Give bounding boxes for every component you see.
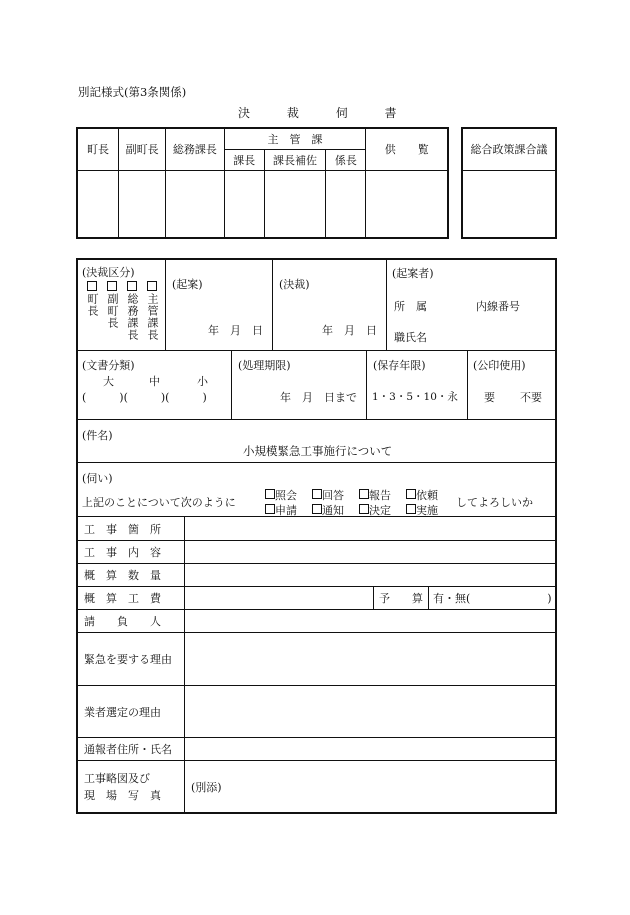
name-label: 職氏名 [394, 331, 427, 344]
row-label-sketch-photos-line2: 現 場 写 真 [84, 789, 161, 802]
title-char: 伺 [335, 106, 348, 120]
approval-stamp-table [76, 127, 449, 239]
option-label: 申請 [275, 504, 297, 517]
category-checkbox[interactable] [107, 281, 117, 291]
field-selection-reason[interactable] [185, 686, 556, 737]
extension-label: 内線番号 [476, 300, 520, 313]
col-general-affairs-chief: 総務課長 [172, 143, 217, 157]
decision-category-options [84, 281, 160, 341]
row-label-urgency-reason: 緊急を要する理由 [84, 653, 172, 666]
decided-label: (決裁) [279, 278, 310, 291]
category-checkbox[interactable] [87, 281, 97, 291]
col-subsection-chief: 係長 [334, 153, 357, 167]
title-char: 裁 [286, 106, 299, 120]
drafted-label: (起案) [172, 278, 203, 291]
option-label: 通知 [322, 504, 344, 517]
category-option-label: 主管課長 [146, 293, 159, 341]
size-small: 小 [197, 375, 208, 388]
field-construction-site[interactable] [185, 517, 556, 540]
council-table [461, 127, 557, 239]
divider [76, 760, 557, 761]
col-assistant-chief: 課長補佐 [273, 153, 318, 167]
stamp-box[interactable] [224, 170, 264, 238]
option-label: 実施 [416, 504, 438, 517]
stamp-box[interactable] [462, 170, 556, 238]
form-reference: 別記様式(第3条関係) [78, 85, 187, 99]
row-label-contractor: 請 負 人 [84, 615, 161, 628]
retention-value[interactable]: 1・3・5・10・永 [372, 391, 458, 403]
title-char: 決 [238, 106, 251, 120]
field-estimated-cost[interactable] [185, 587, 373, 609]
category-checkbox[interactable] [127, 281, 137, 291]
public-seal-noneed[interactable]: 不要 [520, 391, 542, 404]
field-construction-content[interactable] [185, 541, 556, 563]
option-checkbox[interactable] [359, 504, 369, 514]
row-label-construction-site: 工 事 箇 所 [84, 522, 161, 536]
budget-label: 予 算 [379, 592, 423, 605]
subject-value: 小規模緊急工事施行について [243, 444, 393, 458]
decision-category-label: (決裁区分) [82, 266, 135, 279]
field-urgency-reason[interactable] [185, 633, 556, 685]
stamp-box[interactable] [166, 170, 225, 238]
council-label: 総合政策課合議 [470, 143, 548, 157]
doc-class-brackets[interactable]: ( )( )( ) [82, 391, 207, 404]
option-label: 依頼 [416, 489, 438, 502]
divider [76, 350, 557, 351]
stamp-box[interactable] [326, 170, 366, 238]
stamp-box[interactable] [77, 170, 119, 238]
stamp-box[interactable] [366, 170, 448, 238]
deadline-value[interactable]: 年 月 日まで [280, 391, 357, 404]
inquiry-prefix: 上記のことについて次のように [82, 496, 236, 509]
stamp-box[interactable] [119, 170, 166, 238]
option-label: 回答 [322, 489, 344, 502]
category-option-label: 副町長 [106, 293, 119, 329]
public-seal-label: (公印使用) [473, 359, 526, 372]
row-label-estimated-cost: 概 算 工 費 [84, 592, 161, 605]
row-label-contractor-selection-reason: 業者選定の理由 [84, 705, 161, 719]
option-label: 報告 [369, 489, 391, 502]
deadline-label: (処理期限) [238, 359, 291, 372]
retention-label: (保存年限) [373, 359, 426, 372]
form-title [238, 104, 397, 121]
size-medium: 中 [149, 375, 160, 388]
public-seal-need[interactable]: 要 [484, 391, 495, 404]
inquiry-suffix: してよろしいか [456, 496, 533, 509]
drafted-date[interactable]: 年 月 日 [208, 324, 263, 337]
divider [386, 259, 387, 350]
option-checkbox[interactable] [265, 489, 275, 499]
col-deputy-mayor: 副町長 [125, 143, 159, 157]
category-option-label: 総務課長 [126, 293, 139, 341]
option-checkbox[interactable] [406, 489, 416, 499]
option-checkbox[interactable] [406, 504, 416, 514]
inquiry-options-row1 [265, 487, 453, 503]
title-char: 書 [384, 106, 397, 120]
inquiry-options-row2 [265, 502, 453, 518]
col-viewing: 供 覧 [384, 143, 429, 157]
size-large: 大 [103, 375, 114, 388]
divider [76, 462, 557, 463]
divider [165, 259, 166, 350]
inquiry-label: (伺い) [82, 472, 113, 485]
divider [428, 586, 429, 609]
department-label: 所 属 [394, 300, 427, 313]
stamp-box[interactable] [264, 170, 326, 238]
option-checkbox[interactable] [359, 489, 369, 499]
field-reporter-info[interactable] [185, 738, 556, 760]
option-checkbox[interactable] [312, 489, 322, 499]
divider [366, 350, 367, 419]
row-label-reporter-info: 通報者住所・氏名 [84, 743, 172, 756]
doc-class-label: (文書分類) [82, 359, 135, 372]
option-label: 決定 [369, 504, 391, 517]
category-checkbox[interactable] [147, 281, 157, 291]
budget-value[interactable]: 有・無( ) [433, 592, 552, 605]
subject-label: (件名) [82, 429, 113, 442]
divider [272, 259, 273, 350]
field-contractor[interactable] [185, 610, 556, 632]
drafter-label: (起案者) [392, 267, 434, 280]
divider [231, 350, 232, 419]
row-label-estimated-quantity: 概 算 数 量 [84, 569, 161, 582]
col-mayor: 町長 [87, 143, 110, 157]
row-label-sketch-photos-line1: 工事略図及び [84, 772, 150, 785]
col-section-chief: 課長 [233, 153, 256, 167]
option-checkbox[interactable] [312, 504, 322, 514]
decided-date[interactable]: 年 月 日 [322, 324, 377, 337]
category-option-label: 町長 [86, 293, 99, 317]
divider [76, 419, 557, 420]
row-label-construction-content: 工 事 内 容 [84, 546, 161, 559]
main-section-label: 主 管 課 [267, 132, 323, 146]
divider [467, 350, 468, 419]
field-estimated-quantity[interactable] [185, 564, 556, 586]
option-label: 照会 [275, 489, 297, 502]
attached-note: (別添) [191, 781, 222, 794]
option-checkbox[interactable] [265, 504, 275, 514]
